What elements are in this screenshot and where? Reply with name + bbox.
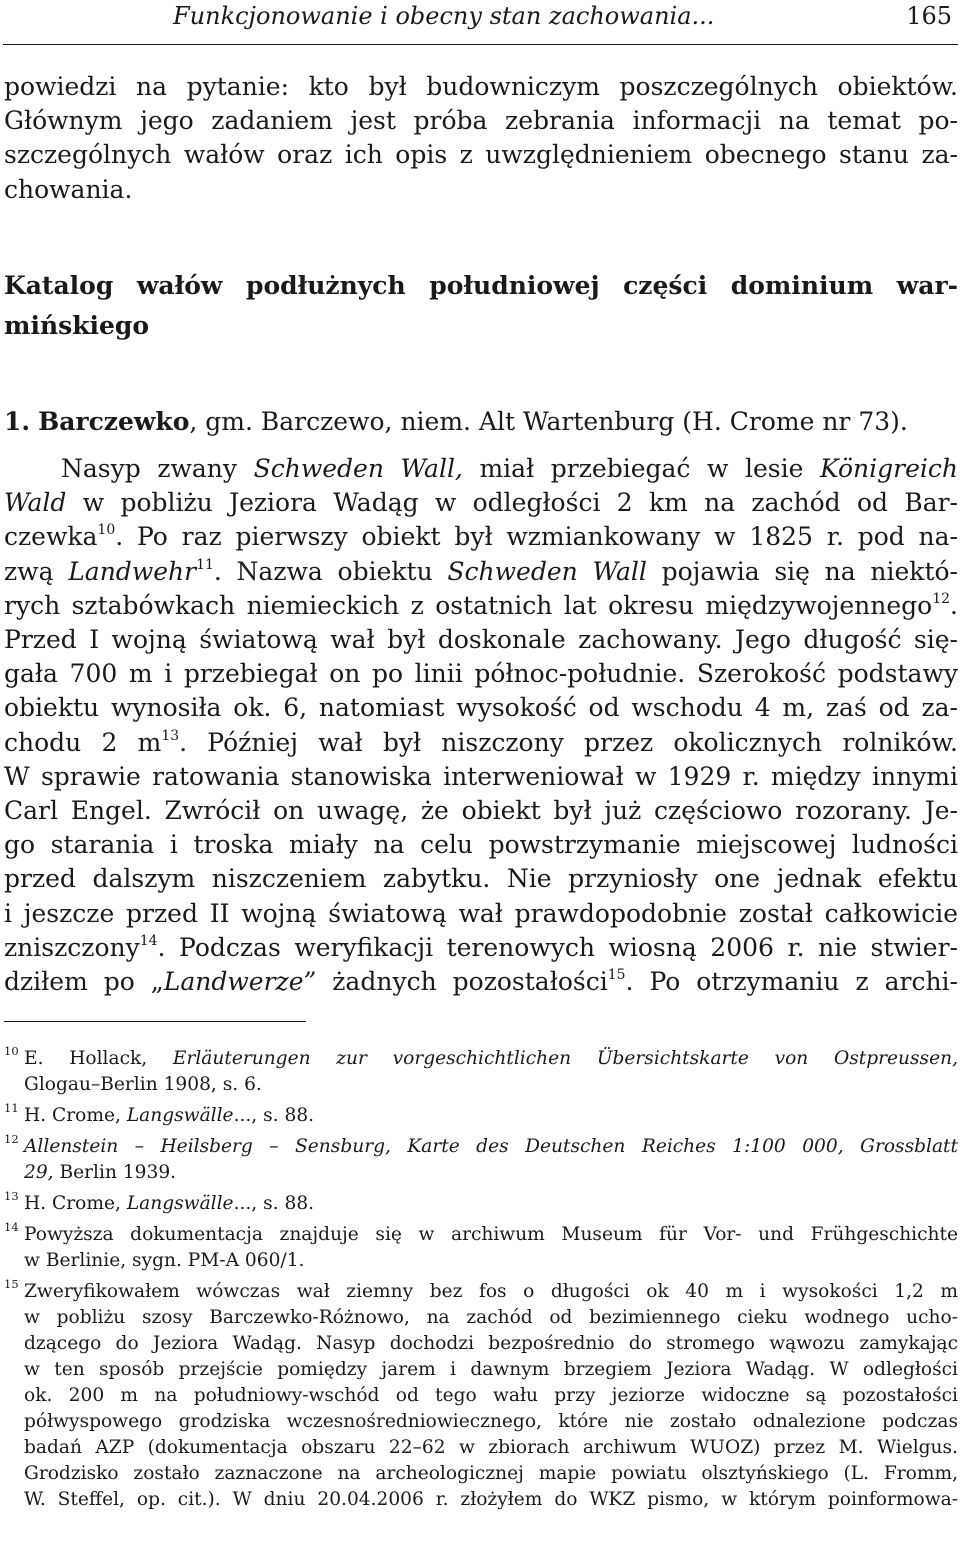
text-run: . Nazwa obiektu [213, 556, 448, 586]
italic-title: Erläuterungen zur vorgeschichtlichen Übersichtskarte von Ostpreussen, [172, 1048, 958, 1069]
text-run: dziłem po „ [4, 967, 164, 997]
text-run: miał przebiegać w lesie [462, 454, 820, 483]
footnote-line [24, 1046, 958, 1072]
running-title: Funkcjonowanie i obecny stan zachowania... [173, 2, 715, 30]
italic-term: Landwerze” [163, 967, 317, 997]
text-run: ..., s. 88. [233, 1193, 315, 1214]
footnote-ref[interactable]: 12 [932, 590, 951, 607]
text-line: chowania. [4, 174, 133, 204]
text-run: Nasyp zwany [61, 454, 254, 483]
italic-term: Königreich [819, 454, 958, 483]
italic-title: Langswälle [126, 1193, 234, 1214]
footnote-line: Grodzisko zostało zaznaczone na archeologicznej mapie powiatu olsztyńskiego (L. Fromm, [24, 1463, 958, 1484]
italic-title: 29, [24, 1162, 54, 1183]
footnote-number: 12 [4, 1132, 19, 1146]
footnote-number: 15 [4, 1277, 19, 1291]
footnote-number: 10 [4, 1044, 19, 1058]
text-run: pojawia się na niektó- [646, 556, 958, 586]
text-run: zwą [4, 556, 69, 586]
footnote-10 [4, 1046, 958, 1098]
running-header [0, 0, 960, 50]
text-run: . Podczas weryfikacji terenowych wiosną 2006 r. nie stwier- [157, 932, 958, 962]
text-line: W sprawie ratowania stanowiska interweniował w 1929 r. między innymi [4, 761, 958, 791]
footnote-ref[interactable]: 13 [161, 727, 180, 744]
text-run: H. Crome, [24, 1193, 127, 1214]
text-line [4, 520, 958, 554]
text-run: ..., s. 88. [233, 1105, 315, 1126]
footnote-line [24, 1134, 958, 1160]
text-run: Berlin 1939. [53, 1162, 177, 1183]
footnote-13 [4, 1191, 958, 1217]
text-line [4, 555, 958, 589]
page-number: 165 [906, 2, 952, 30]
italic-title: Langswälle [126, 1105, 234, 1126]
text-line: go starania i troska miały na celu powstrzymanie miejscowej ludności [4, 830, 958, 860]
entry-number: 1. [4, 407, 31, 436]
header-rule [3, 44, 958, 45]
footnote-line: półwyspowego grodziska wczesnośredniowiecznego, które nie zostało odnalezione podczas [24, 1411, 958, 1432]
text-line [4, 726, 958, 760]
text-run: . [950, 590, 958, 620]
text-line: szczególnych wałów oraz ich opis z uwzględnieniem obecnego stanu za- [4, 140, 958, 170]
text-run: chodu 2 m [4, 727, 162, 757]
footnote-ref[interactable]: 11 [196, 556, 214, 573]
entry-heading [4, 405, 958, 439]
footnote-number: 11 [4, 1101, 19, 1115]
footnote-ref[interactable]: 15 [607, 967, 626, 984]
text-run: żadnych pozostałości [316, 967, 608, 997]
footnote-15 [4, 1279, 958, 1513]
footnote-number: 14 [4, 1220, 19, 1234]
heading-line: mińskiego [4, 311, 150, 340]
text-line: Głównym jego zadaniem jest próba zebrania informacji na temat po- [4, 106, 958, 136]
footnote-number: 13 [4, 1189, 19, 1203]
text-line: i jeszcze przed II wojną światową wał prawdopodobnie został całkowicie [4, 898, 958, 928]
entry-paragraph [4, 452, 958, 999]
text-line: Przed I wojną światową wał był doskonale zachowany. Jego długość się- [4, 625, 958, 655]
footnote-separator [4, 1021, 306, 1022]
text-line: obiektu wynosiła ok. 6, natomiast wysokość od wschodu 4 m, zaś od za- [4, 693, 958, 723]
text-line [4, 486, 958, 520]
footnote-line [24, 1191, 958, 1217]
text-run: czewka [4, 522, 98, 552]
footnote-line: w ten sposób przejście pomiędzy jarem i dawnym brzegiem Jeziora Wadąg. W odległości [24, 1359, 958, 1380]
footnote-line [24, 1160, 958, 1186]
italic-term: Schweden Wall [447, 556, 647, 586]
section-heading [4, 266, 958, 346]
italic-title: Allenstein – Heilsberg – Sensburg, Karte des Deutschen Reiches 1:100 000, Grossblatt [24, 1136, 958, 1157]
footnote-ref[interactable]: 14 [139, 932, 158, 949]
text-run: w pobliżu Jeziora Wadąg w odległości 2 km na zachód od Bar- [66, 488, 958, 518]
entry-name: Barczewko [38, 407, 190, 436]
text-run: . Później wał był niszczony przez okolicznych rolników. [179, 727, 958, 757]
italic-term: Wald [4, 488, 67, 518]
heading-line: Katalog wałów podłużnych południowej części dominium war- [4, 271, 958, 300]
text-line: Carl Engel. Zwrócił on uwagę, że obiekt był już częściowo rozorany. Je- [4, 796, 958, 826]
footnote-14 [4, 1222, 958, 1274]
footnote-12 [4, 1134, 958, 1186]
text-run: rych sztabówkach niemieckich z ostatnich lat okresu międzywojennego [4, 590, 933, 620]
intro-paragraph [4, 70, 958, 207]
text-run: H. Crome, [24, 1105, 127, 1126]
footnote-11 [4, 1103, 958, 1129]
text-run: . Po otrzymaniu z archi- [625, 967, 958, 997]
footnote-line: ok. 200 m na południowy-wschód od tego wału przy jeziorze widoczne są pozostałości [24, 1385, 958, 1406]
footnote-line: badań AZP (dokumentacja obszaru 22–62 w zbiorach archiwum WUOZ) przez M. Wielgus. [24, 1437, 958, 1458]
footnote-line: Zweryfikowałem wówczas wał ziemny bez fos o długości ok 40 m i wysokości 1,2 m [24, 1281, 958, 1302]
italic-term: Schweden Wall, [253, 454, 463, 483]
footnote-line: W. Steffel, op. cit.). W dniu 20.04.2006 r. złożyłem do WKZ pismo, w którym poinformowa- [24, 1489, 958, 1510]
text-line: przed dalszym niszczeniem zabytku. Nie przyniosły one jednak efektu [4, 864, 958, 894]
footnote-line: w pobliżu szosy Barczewko-Różnowo, na zachód od bezimiennego cieku wodnego ucho- [24, 1307, 958, 1328]
footnote-line: Glogau–Berlin 1908, s. 6. [24, 1074, 262, 1095]
text-run: E. Hollack, [24, 1048, 173, 1069]
footnote-line: dzącego do Jeziora Wadąg. Nasyp dochodzi bezpośrednio do stromego wąwozu zamykając [24, 1333, 958, 1354]
footnotes [4, 1046, 958, 1518]
text-run: zniszczony [4, 932, 140, 962]
entry-location: , gm. Barczewo, niem. Alt Wartenburg (H. Crome nr 73). [189, 407, 908, 436]
text-line [4, 965, 958, 999]
text-line [4, 589, 958, 623]
footnote-line [24, 1103, 958, 1129]
italic-term: Landwehr [68, 556, 197, 586]
footnote-ref[interactable]: 10 [97, 522, 116, 539]
text-run: . Po raz pierwszy obiekt był wzmiankowany w 1825 r. pod na- [115, 522, 958, 552]
footnote-line: w Berlinie, sygn. PM-A 060/1. [24, 1250, 305, 1271]
text-line [4, 931, 958, 965]
text-line: gała 700 m i przebiegał on po linii północ-południe. Szerokość podstawy [4, 659, 958, 689]
text-line [4, 452, 958, 486]
text-line: powiedzi na pytanie: kto był budowniczym poszczególnych obiektów. [4, 72, 958, 101]
footnote-line: Powyższa dokumentacja znajduje się w archiwum Museum für Vor- und Frühgeschichte [24, 1224, 958, 1245]
